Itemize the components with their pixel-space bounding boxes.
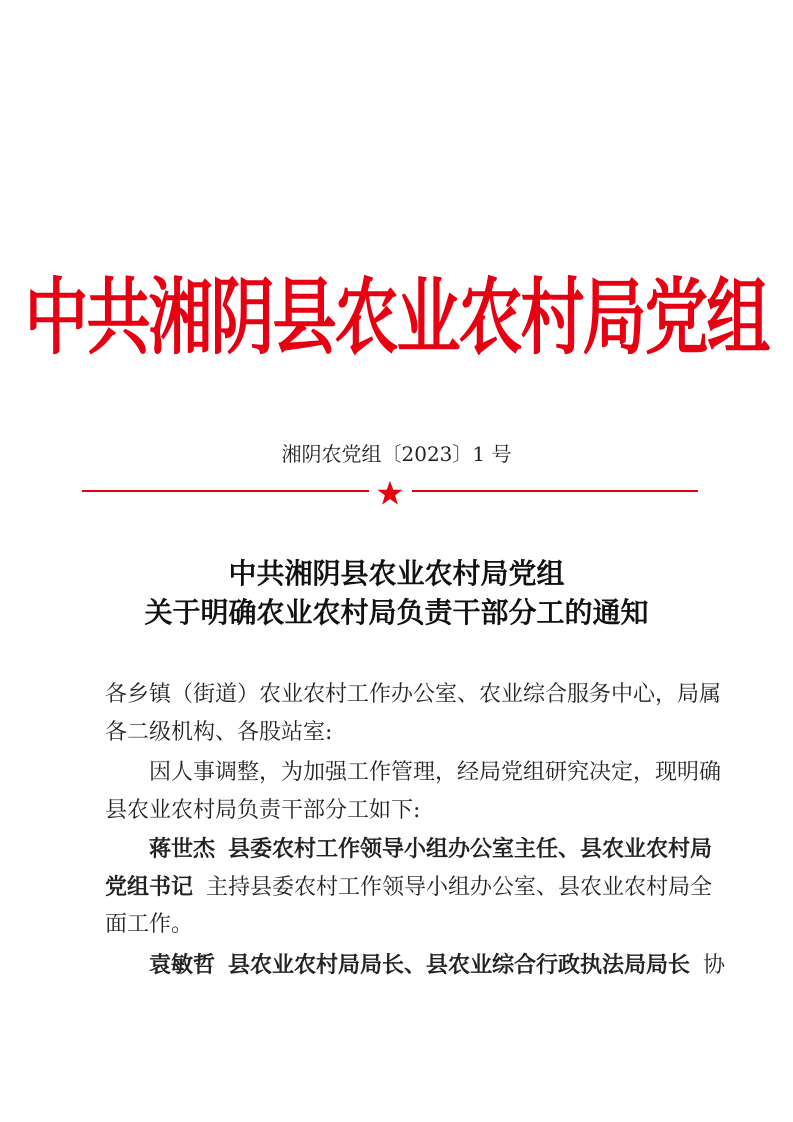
document-number: 湘阴农党组〔2023〕1 号 [281, 442, 512, 466]
recipients-line-2: 各二级机构、各股站室: [105, 720, 333, 745]
red-letterhead-title: 中共湘阴县农业农村局党组 [24, 269, 769, 367]
red-star-icon [375, 480, 405, 506]
person-2-title: 县农业农村局局长、县农业综合行政执法局局长 [228, 952, 691, 978]
person-1-duty: 主持县委农村工作领导小组办公室、县农业农村局全 [206, 875, 713, 900]
person-1-name: 蒋世杰 [149, 836, 216, 862]
person-2-duty: 协 [703, 953, 726, 978]
person-1-title-continued: 党组书记 [105, 874, 194, 900]
person-2-name: 袁敏哲 [149, 952, 216, 978]
red-divider-right [412, 490, 698, 492]
person-1-title: 县委农村工作领导小组办公室主任、县农业农村局 [228, 836, 713, 862]
paragraph-1-line-2: 县农业农村局负责干部分工如下: [105, 798, 421, 823]
assignment-2-line-1 [149, 950, 726, 981]
assignment-1-line-1 [149, 834, 713, 865]
assignment-1-line-3: 面工作。 [105, 912, 194, 937]
assignment-1-line-2 [105, 872, 713, 903]
paragraph-1-line-1: 因人事调整，为加强工作管理，经局党组研究决定，现明确 [149, 760, 722, 785]
notice-title-line-2: 关于明确农业农村局负责干部分工的通知 [144, 596, 649, 629]
recipients-line-1: 各乡镇（街道）农业农村工作办公室、农业综合服务中心，局属 [105, 682, 722, 707]
red-divider-left [82, 490, 369, 492]
notice-title-line-1: 中共湘阴县农业农村局党组 [228, 557, 565, 590]
